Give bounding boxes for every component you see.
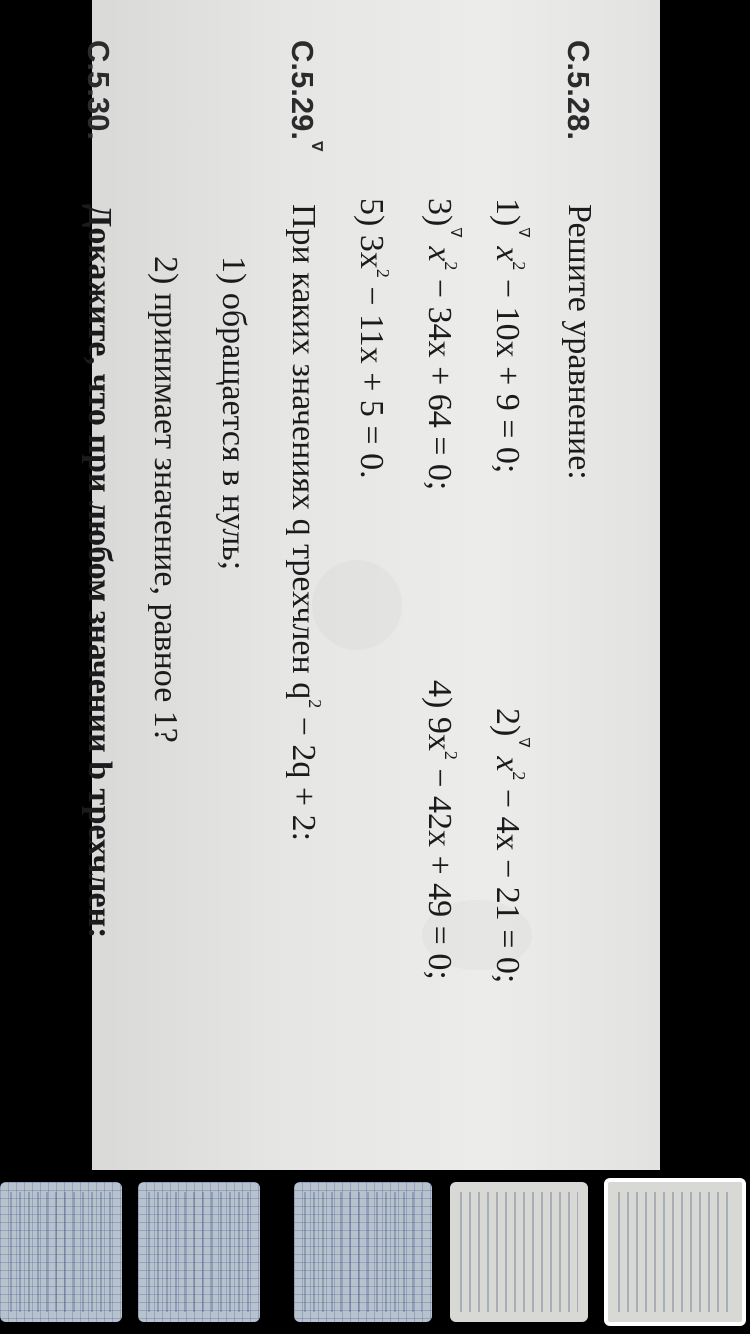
problem-number: С.5.30. [81,40,116,140]
page-preview [618,1192,732,1312]
handwriting-preview [304,1192,422,1312]
thumbnail-4[interactable] [450,1182,588,1322]
equation-item: 3)∇ $x^2 - 34x + 64 = 0$; [421,198,463,491]
equation-item: 4) $9x^2 - 42x + 49 = 0$; [421,680,461,980]
equation-item: 5) $3x^2 - 11x + 5 = 0$. [353,198,393,479]
problem-statement: При каких значениях q трехчлен $q^2 - 2q + 2$: [285,204,325,842]
thumbnail-3[interactable] [294,1182,432,1322]
handwriting-preview [148,1192,250,1312]
sub-item: 1) обращается в нуль; [215,256,252,571]
problem-number: С.5.29.∇ [285,40,325,152]
thumbnail-5[interactable] [604,1178,746,1326]
problem-number: С.5.28. [561,40,596,140]
thumbnail-strip [0,1178,750,1326]
sub-item: 2) принимает значение, равное 1? [147,256,184,743]
page-preview [460,1192,578,1312]
problem-statement: Решите уравнение: [561,204,598,480]
thumbnail-1[interactable] [0,1182,122,1322]
textbook-photo [81,0,660,1170]
textbook-page [81,0,660,1170]
thumbnail-2[interactable] [138,1182,260,1322]
problem-statement: Докажите, что при любом значении b трехчлен: [81,204,118,939]
handwriting-preview [10,1192,112,1312]
equation-item: 2)∇ $x^2 - 4x - 21 = 0$; [489,708,531,984]
equation-item: 1)∇ $x^2 - 10x + 9 = 0$; [489,198,531,474]
